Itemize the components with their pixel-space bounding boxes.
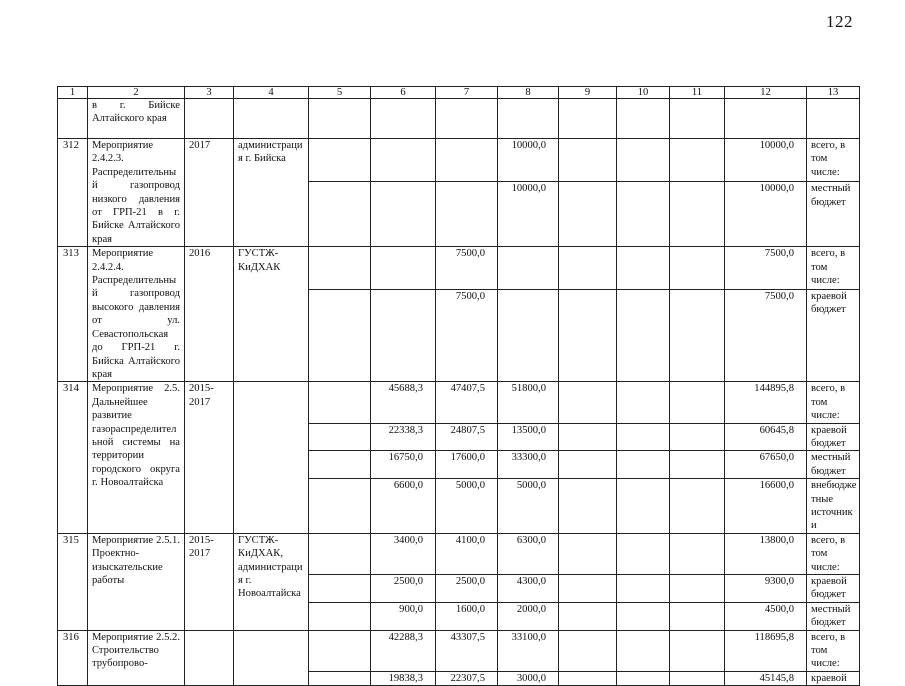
cell-col9 — [559, 139, 617, 182]
funding-source: местный бюджет — [807, 182, 860, 247]
cell-col5 — [309, 247, 371, 289]
cell-col6: 16750,0 — [371, 451, 436, 479]
activity-year: 2016 — [185, 247, 234, 382]
cell-col8: 5000,0 — [498, 479, 559, 534]
funding-source: внебюджетные источники — [807, 479, 860, 534]
cell-total: 9300,0 — [725, 575, 807, 603]
table-row — [58, 247, 860, 289]
cell-col11 — [670, 423, 725, 451]
cell-col5 — [309, 630, 371, 671]
cell-col10 — [617, 451, 670, 479]
cell-col7 — [436, 139, 498, 182]
cell-col8: 4300,0 — [498, 575, 559, 603]
cell-col10 — [617, 630, 670, 671]
cell-col6: 2500,0 — [371, 575, 436, 603]
cell-col10 — [617, 533, 670, 574]
cell-col10 — [617, 289, 670, 382]
header-cell: 12 — [725, 87, 807, 99]
cell-col10 — [617, 382, 670, 423]
cell-total: 118695,8 — [725, 630, 807, 671]
cell-col7: 17600,0 — [436, 451, 498, 479]
cell-col8: 10000,0 — [498, 182, 559, 247]
cell-col8: 33100,0 — [498, 630, 559, 671]
cell-total: 67650,0 — [725, 451, 807, 479]
cell-col6: 42288,3 — [371, 630, 436, 671]
cell-col9 — [559, 479, 617, 534]
cell-total: 7500,0 — [725, 289, 807, 382]
cell-total: 60645,8 — [725, 423, 807, 451]
cell-col9 — [559, 630, 617, 671]
cell-total: 13800,0 — [725, 533, 807, 574]
cell-total: 144895,8 — [725, 382, 807, 423]
activity-executor — [234, 382, 309, 533]
header-cell: 4 — [234, 87, 309, 99]
table-row — [58, 382, 860, 423]
cell-col5 — [309, 423, 371, 451]
funding-source: местный бюджет — [807, 451, 860, 479]
activity-year: 2015-2017 — [185, 382, 234, 533]
cell-col7: 5000,0 — [436, 479, 498, 534]
cell-col5 — [309, 575, 371, 603]
cell-col11 — [670, 602, 725, 630]
table-row — [58, 630, 860, 671]
cell-col7: 7500,0 — [436, 289, 498, 382]
activity-executor: ГУСТЖ-КиДХАК, администрация г. Новоалтайска — [234, 533, 309, 630]
cell-col9 — [559, 602, 617, 630]
cell-total: 45145,8 — [725, 671, 807, 685]
funding-source: всего, в том числе: — [807, 630, 860, 671]
cell-col8 — [498, 247, 559, 289]
cell-total: 7500,0 — [725, 247, 807, 289]
table-body — [58, 87, 860, 686]
cell-col7: 43307,5 — [436, 630, 498, 671]
continuation-row — [58, 99, 860, 139]
cell-col5 — [309, 479, 371, 534]
activity-name: Мероприятие 2.5.1. Проектно-изыскательские работы — [88, 533, 185, 630]
cell-col6: 45688,3 — [371, 382, 436, 423]
cell-col11 — [670, 630, 725, 671]
cell-col7: 7500,0 — [436, 247, 498, 289]
cell-col6: 6600,0 — [371, 479, 436, 534]
cell-col9 — [559, 247, 617, 289]
funding-source: всего, в том числе: — [807, 382, 860, 423]
cell-col5 — [309, 671, 371, 685]
cell-col9 — [559, 382, 617, 423]
cell-col8: 3000,0 — [498, 671, 559, 685]
cell-col8: 51800,0 — [498, 382, 559, 423]
cell-col8: 2000,0 — [498, 602, 559, 630]
activity-year — [185, 630, 234, 686]
row-number: 312 — [58, 139, 88, 247]
cell-col11 — [670, 671, 725, 685]
cell-col5 — [309, 382, 371, 423]
activity-name: Мероприятие 2.4.2.4. Распределительный газопровод высокого давления от ул. Севастопольская до ГРП-21 г. Бийска Алтайского края — [88, 247, 185, 382]
cell-col11 — [670, 533, 725, 574]
cell-col5 — [309, 533, 371, 574]
cell-col6 — [371, 139, 436, 182]
cell-total: 4500,0 — [725, 602, 807, 630]
cell-col9 — [559, 575, 617, 603]
cell-col7: 47407,5 — [436, 382, 498, 423]
funding-source: краевой — [807, 671, 860, 685]
cell-col5 — [309, 602, 371, 630]
cell-col6 — [371, 289, 436, 382]
cell-col11 — [670, 289, 725, 382]
cell-col6 — [371, 182, 436, 247]
cell-col11 — [670, 139, 725, 182]
cell-total: 10000,0 — [725, 182, 807, 247]
cell-col9 — [559, 289, 617, 382]
funding-source: местный бюджет — [807, 602, 860, 630]
activity-year: 2015-2017 — [185, 533, 234, 630]
row-number: 316 — [58, 630, 88, 686]
activity-name: Мероприятие 2.5. Дальнейшее развитие газораспределительной системы на территории городского округа г. Новоалтайска — [88, 382, 185, 533]
cell-total: 10000,0 — [725, 139, 807, 182]
header-cell: 9 — [559, 87, 617, 99]
cell-col6 — [371, 247, 436, 289]
cell-col6: 900,0 — [371, 602, 436, 630]
header-cell: 5 — [309, 87, 371, 99]
activity-name: Мероприятие 2.4.2.3. Распределительный газопровод низкого давления от ГРП-21 в г. Бийске Алтайского края — [88, 139, 185, 247]
cell-col9 — [559, 671, 617, 685]
cell-col7: 4100,0 — [436, 533, 498, 574]
activity-executor: администрация г. Бийска — [234, 139, 309, 247]
cell-total: 16600,0 — [725, 479, 807, 534]
cell-col7: 1600,0 — [436, 602, 498, 630]
continued-name: в г. Бийске Алтайского края — [88, 99, 185, 139]
cell-col11 — [670, 575, 725, 603]
cell-col11 — [670, 451, 725, 479]
cell-col8: 6300,0 — [498, 533, 559, 574]
cell-col9 — [559, 423, 617, 451]
cell-col11 — [670, 247, 725, 289]
cell-col6: 3400,0 — [371, 533, 436, 574]
cell-col10 — [617, 479, 670, 534]
cell-col5 — [309, 182, 371, 247]
cell-col6: 22338,3 — [371, 423, 436, 451]
cell-col10 — [617, 602, 670, 630]
activity-year: 2017 — [185, 139, 234, 247]
budget-table — [57, 86, 860, 686]
cell-col10 — [617, 182, 670, 247]
cell-col11 — [670, 382, 725, 423]
header-cell: 1 — [58, 87, 88, 99]
header-cell: 7 — [436, 87, 498, 99]
cell-col7: 24807,5 — [436, 423, 498, 451]
activity-executor — [234, 630, 309, 686]
table-row — [58, 139, 860, 182]
funding-source: краевой бюджет — [807, 423, 860, 451]
cell-col11 — [670, 182, 725, 247]
header-cell: 13 — [807, 87, 860, 99]
cell-col8 — [498, 289, 559, 382]
cell-col9 — [559, 533, 617, 574]
cell-col7: 22307,5 — [436, 671, 498, 685]
cell-col5 — [309, 289, 371, 382]
row-number: 313 — [58, 247, 88, 382]
activity-executor: ГУСТЖ-КиДХАК — [234, 247, 309, 382]
page-number: 122 — [826, 12, 853, 31]
cell-col6: 19838,3 — [371, 671, 436, 685]
header-cell: 10 — [617, 87, 670, 99]
header-cell: 2 — [88, 87, 185, 99]
header-cell: 8 — [498, 87, 559, 99]
header-cell: 11 — [670, 87, 725, 99]
header-row — [58, 87, 860, 99]
header-cell: 3 — [185, 87, 234, 99]
cell-col7: 2500,0 — [436, 575, 498, 603]
cell-col10 — [617, 671, 670, 685]
activity-name: Мероприятие 2.5.2. Строительство трубопрово- — [88, 630, 185, 686]
funding-source: краевой бюджет — [807, 575, 860, 603]
cell-col10 — [617, 139, 670, 182]
row-number: 314 — [58, 382, 88, 533]
cell-col11 — [670, 479, 725, 534]
cell-col10 — [617, 247, 670, 289]
funding-source: всего, в том числе: — [807, 247, 860, 289]
cell-col8: 10000,0 — [498, 139, 559, 182]
cell-col8: 13500,0 — [498, 423, 559, 451]
cell-col9 — [559, 182, 617, 247]
cell-col10 — [617, 423, 670, 451]
cell-col7 — [436, 182, 498, 247]
table-row — [58, 533, 860, 574]
row-number: 315 — [58, 533, 88, 630]
cell-col9 — [559, 451, 617, 479]
cell-col10 — [617, 575, 670, 603]
funding-source: всего, в том числе: — [807, 139, 860, 182]
header-cell: 6 — [371, 87, 436, 99]
funding-source: краевой бюджет — [807, 289, 860, 382]
funding-source: всего, в том числе: — [807, 533, 860, 574]
cell-col8: 33300,0 — [498, 451, 559, 479]
cell-col5 — [309, 139, 371, 182]
cell-col5 — [309, 451, 371, 479]
